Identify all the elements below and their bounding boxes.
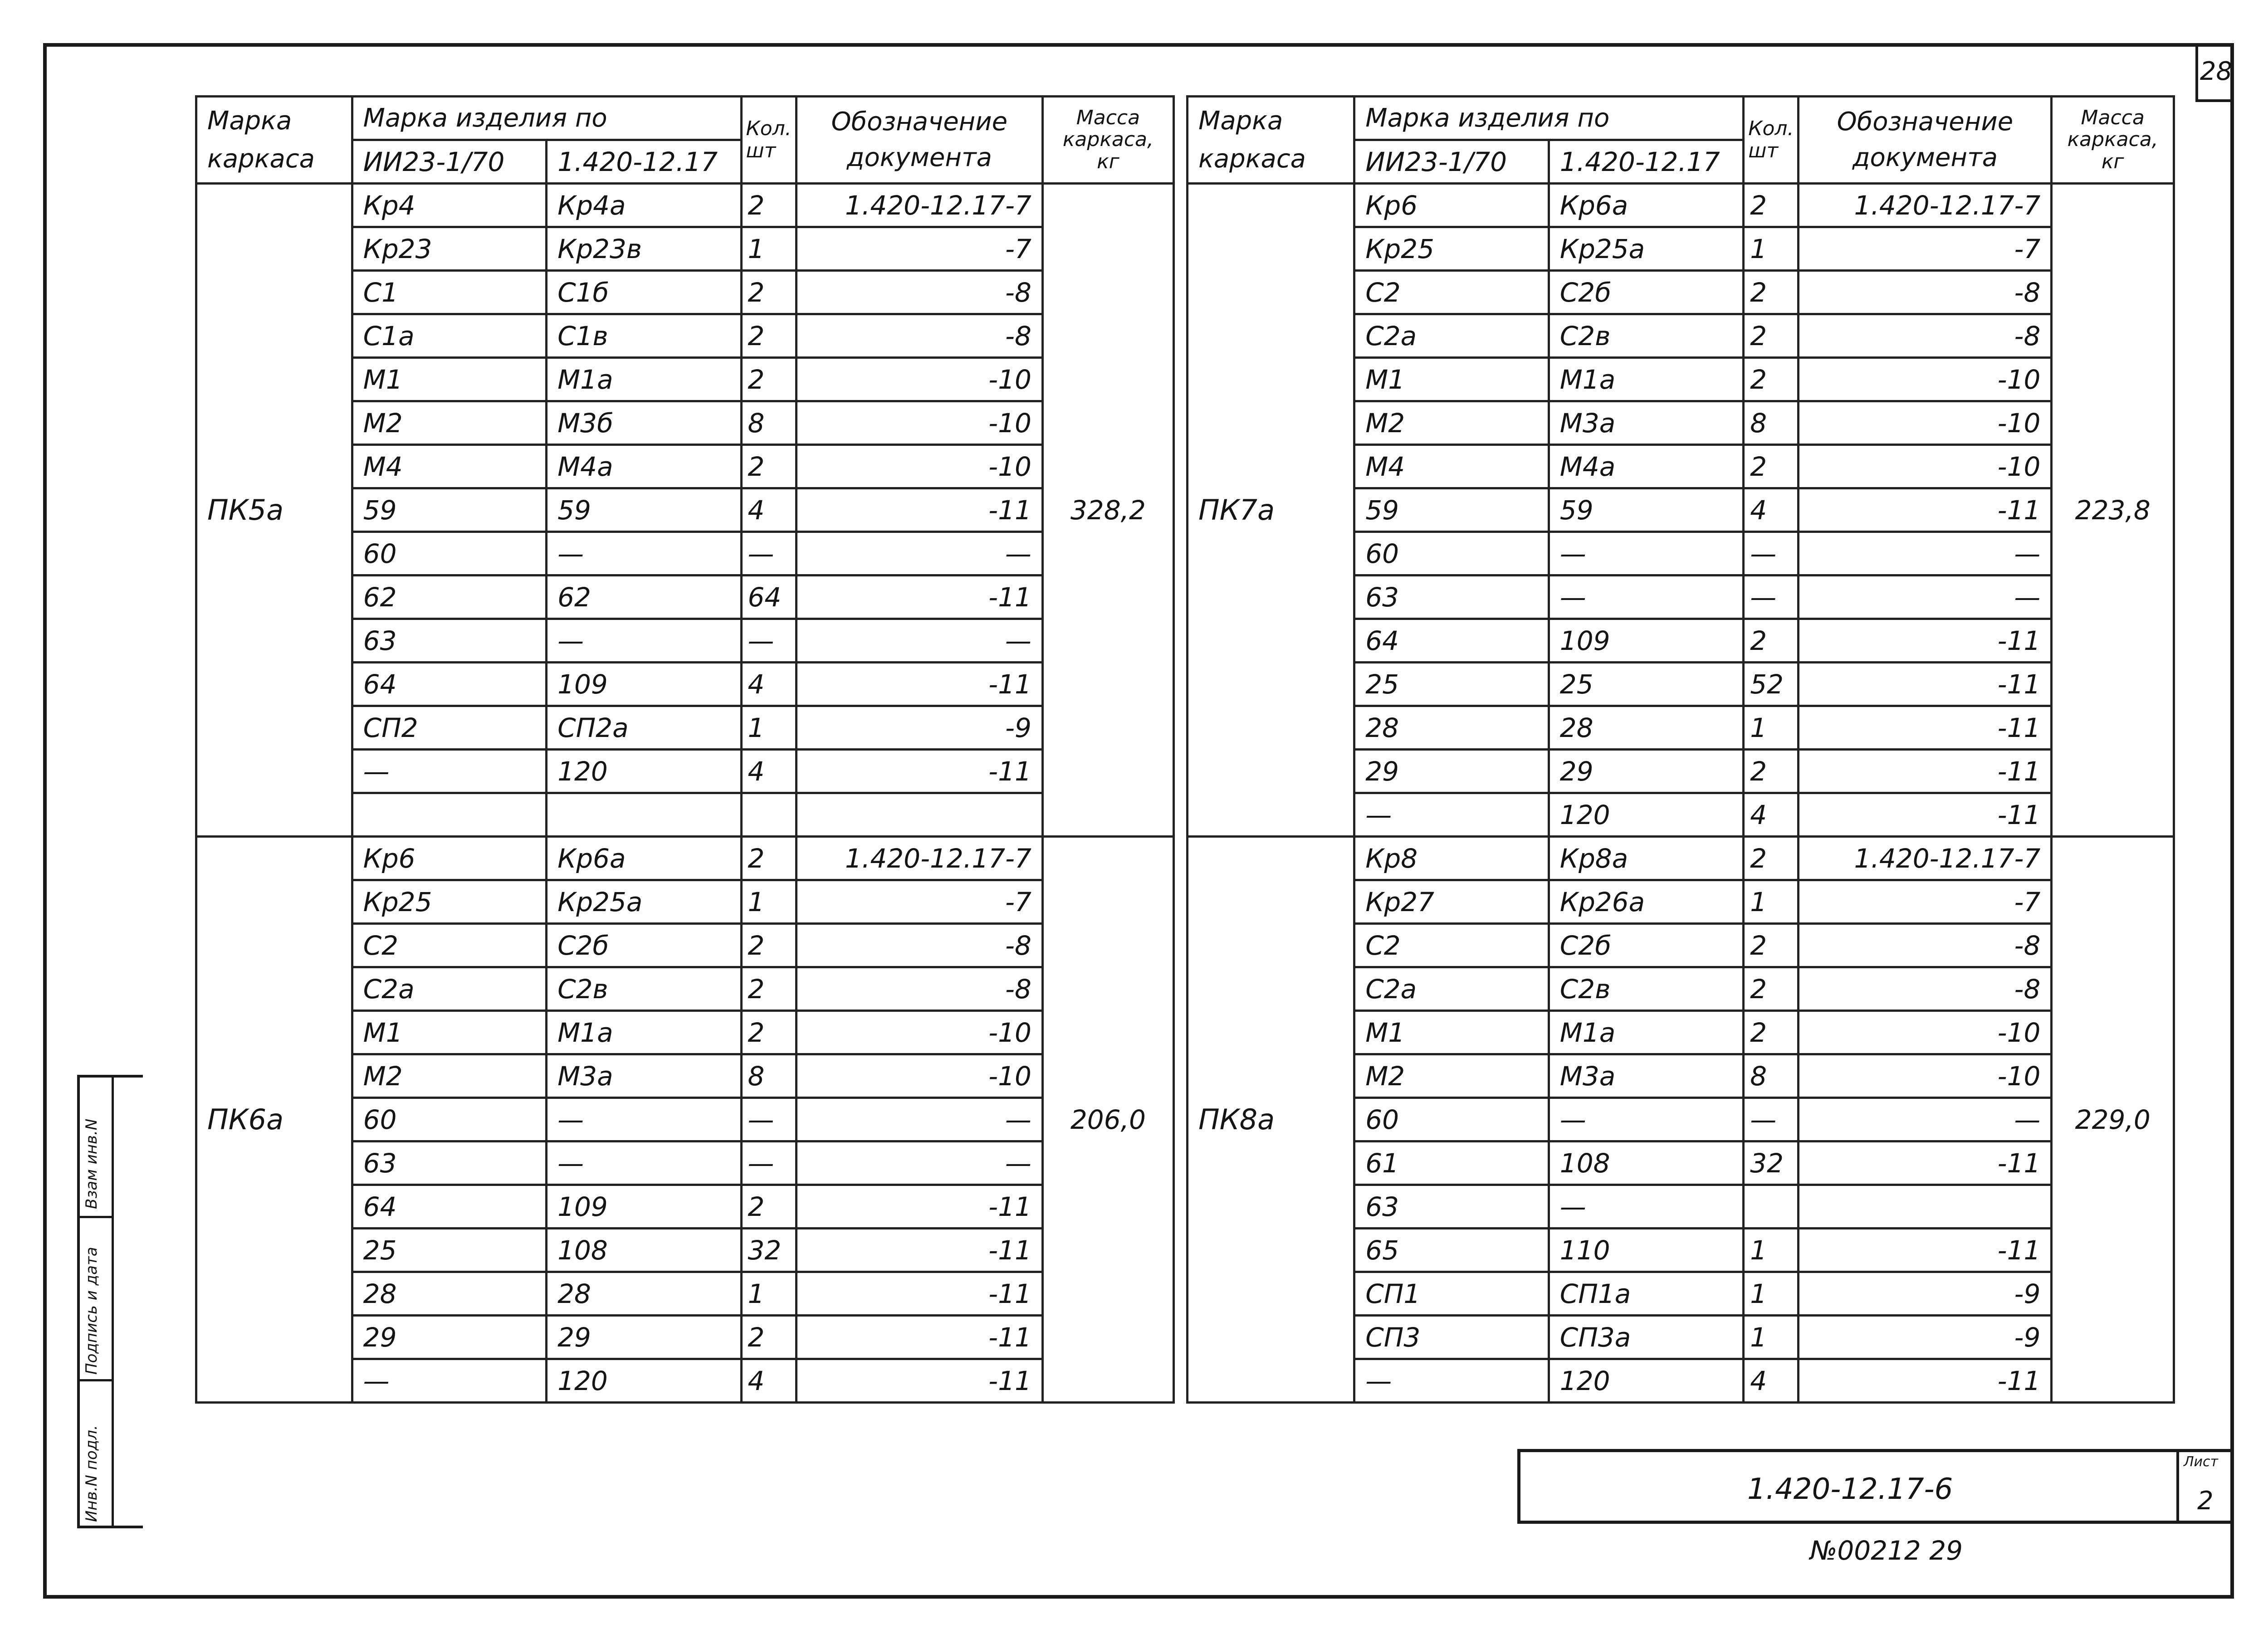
qty-cell: 2 bbox=[741, 967, 796, 1011]
item-mark-b-cell: С1б bbox=[547, 271, 741, 314]
doc-cell: -11 bbox=[1799, 1141, 2052, 1185]
side-cell-signature bbox=[80, 1218, 112, 1381]
title-block bbox=[1517, 1449, 2234, 1524]
doc-cell: -11 bbox=[1799, 488, 2052, 532]
doc-cell: — bbox=[796, 619, 1042, 663]
item-mark-b-cell: 110 bbox=[1549, 1229, 1743, 1272]
item-mark-b-cell: М1а bbox=[1549, 1011, 1743, 1054]
side-approval-strip bbox=[77, 1075, 143, 1528]
item-mark-b-cell: М1а bbox=[547, 1011, 741, 1054]
item-mark-a-cell: 28 bbox=[1354, 706, 1549, 750]
item-mark-a-cell: Кр6 bbox=[352, 837, 546, 880]
qty-cell: 32 bbox=[1744, 1141, 1799, 1185]
qty-cell: 2 bbox=[1744, 271, 1799, 314]
qty-cell: 1 bbox=[1744, 227, 1799, 271]
header-row bbox=[1188, 97, 2174, 140]
item-mark-a-cell: 64 bbox=[352, 1185, 546, 1229]
doc-cell: -11 bbox=[796, 1316, 1042, 1359]
item-mark-b-cell: М3б bbox=[547, 401, 741, 445]
item-mark-b-cell: М4а bbox=[1549, 445, 1743, 488]
item-mark-b-cell: — bbox=[547, 1098, 741, 1141]
item-mark-a-cell: СП1 bbox=[1354, 1272, 1549, 1316]
item-mark-b-cell: М3а bbox=[1549, 1054, 1743, 1098]
qty-cell: 1 bbox=[1744, 880, 1799, 924]
qty-cell: 4 bbox=[741, 1359, 796, 1403]
item-mark-b-cell: М1а bbox=[1549, 358, 1743, 401]
qty-cell: 2 bbox=[741, 445, 796, 488]
doc-cell: -8 bbox=[796, 314, 1042, 358]
doc-cell: -10 bbox=[796, 1054, 1042, 1098]
doc-cell: 1.420-12.17-7 bbox=[1799, 837, 2052, 880]
header-mark: Марка каркаса bbox=[196, 97, 352, 184]
item-mark-b-cell: С2б bbox=[547, 924, 741, 967]
item-mark-b-cell: С2в bbox=[1549, 314, 1743, 358]
item-mark-a-cell: М2 bbox=[1354, 401, 1549, 445]
sheet-number-top: 28 bbox=[2195, 43, 2234, 102]
item-mark-a-cell: 60 bbox=[1354, 1098, 1549, 1141]
qty-cell: 2 bbox=[1744, 619, 1799, 663]
item-mark-b-cell: М3а bbox=[1549, 401, 1743, 445]
header-col-a: ИИ23-1/70 bbox=[352, 140, 546, 184]
doc-cell: 1.420-12.17-7 bbox=[796, 184, 1042, 227]
item-mark-b-cell: 28 bbox=[547, 1272, 741, 1316]
item-mark-a-cell: Кр23 bbox=[352, 227, 546, 271]
item-mark-b-cell: Кр4а bbox=[547, 184, 741, 227]
item-mark-a-cell: С2а bbox=[352, 967, 546, 1011]
item-mark-b-cell: 120 bbox=[1549, 793, 1743, 837]
side-cell-inv-replace bbox=[80, 1078, 112, 1218]
doc-cell: -8 bbox=[1799, 967, 2052, 1011]
frame-mass-cell: 229,0 bbox=[2052, 837, 2174, 1403]
qty-cell: — bbox=[1744, 1098, 1799, 1141]
doc-cell: -11 bbox=[1799, 793, 2052, 837]
item-mark-a-cell: Кр25 bbox=[1354, 227, 1549, 271]
doc-cell bbox=[1799, 1185, 2052, 1229]
item-mark-a-cell: 63 bbox=[1354, 1185, 1549, 1229]
qty-cell: 2 bbox=[1744, 837, 1799, 880]
item-mark-a-cell bbox=[352, 793, 546, 837]
item-mark-a-cell: М4 bbox=[352, 445, 546, 488]
qty-cell: 52 bbox=[1744, 663, 1799, 706]
frame-mark-cell: ПК8а bbox=[1188, 837, 1354, 1403]
item-mark-a-cell: Кр25 bbox=[352, 880, 546, 924]
item-mark-b-cell: СП2а bbox=[547, 706, 741, 750]
header-qty: Кол. шт bbox=[1744, 97, 1799, 184]
item-mark-b-cell: Кр6а bbox=[547, 837, 741, 880]
doc-cell: — bbox=[796, 1141, 1042, 1185]
item-mark-a-cell: СП3 bbox=[1354, 1316, 1549, 1359]
item-mark-a-cell: 65 bbox=[1354, 1229, 1549, 1272]
doc-cell: -9 bbox=[1799, 1316, 2052, 1359]
item-mark-a-cell: М1 bbox=[352, 358, 546, 401]
item-mark-a-cell: — bbox=[352, 750, 546, 793]
item-mark-b-cell: 29 bbox=[547, 1316, 741, 1359]
header-mark: Марка каркаса bbox=[1188, 97, 1354, 184]
qty-cell: — bbox=[1744, 576, 1799, 619]
item-mark-b-cell: 29 bbox=[1549, 750, 1743, 793]
item-mark-b-cell: Кр25а bbox=[547, 880, 741, 924]
item-mark-b-cell: 108 bbox=[547, 1229, 741, 1272]
frame-mass-cell: 223,8 bbox=[2052, 184, 2174, 837]
left-spec-table bbox=[195, 95, 1175, 1404]
item-mark-a-cell: 25 bbox=[352, 1229, 546, 1272]
doc-cell: — bbox=[796, 1098, 1042, 1141]
qty-cell: 1 bbox=[741, 880, 796, 924]
frame-mass-cell: 206,0 bbox=[1042, 837, 1173, 1403]
item-mark-b-cell: С1в bbox=[547, 314, 741, 358]
header-product-mark: Марка изделия по bbox=[1354, 97, 1744, 140]
side-label-inv-original: Инв.N подл. bbox=[83, 1425, 101, 1522]
qty-cell: 4 bbox=[1744, 488, 1799, 532]
qty-cell: 2 bbox=[1744, 750, 1799, 793]
frame-mass-cell: 328,2 bbox=[1042, 184, 1173, 837]
doc-cell: -11 bbox=[1799, 1229, 2052, 1272]
doc-cell: -11 bbox=[796, 663, 1042, 706]
item-mark-b-cell: Кр23в bbox=[547, 227, 741, 271]
item-mark-b-cell: М1а bbox=[547, 358, 741, 401]
item-mark-b-cell: 25 bbox=[1549, 663, 1743, 706]
sheet-number: 2 bbox=[2197, 1486, 2214, 1516]
item-mark-b-cell: — bbox=[547, 619, 741, 663]
doc-cell: — bbox=[1799, 532, 2052, 576]
header-product-mark: Марка изделия по bbox=[352, 97, 741, 140]
qty-cell: 8 bbox=[741, 1054, 796, 1098]
frame-mark-cell: ПК7а bbox=[1188, 184, 1354, 837]
item-mark-a-cell: М2 bbox=[1354, 1054, 1549, 1098]
header-row bbox=[196, 97, 1174, 140]
qty-cell bbox=[741, 793, 796, 837]
item-mark-b-cell: 59 bbox=[547, 488, 741, 532]
item-mark-a-cell: 60 bbox=[352, 1098, 546, 1141]
qty-cell: 2 bbox=[1744, 314, 1799, 358]
doc-cell: -11 bbox=[796, 1185, 1042, 1229]
item-mark-a-cell: М2 bbox=[352, 1054, 546, 1098]
item-mark-b-cell: 62 bbox=[547, 576, 741, 619]
doc-cell: -10 bbox=[796, 358, 1042, 401]
header-mass: Масса каркаса, кг bbox=[1042, 97, 1173, 184]
doc-cell bbox=[796, 793, 1042, 837]
item-mark-b-cell: С2б bbox=[1549, 924, 1743, 967]
item-mark-a-cell: 63 bbox=[1354, 576, 1549, 619]
doc-cell: -9 bbox=[796, 706, 1042, 750]
doc-cell: -11 bbox=[1799, 706, 2052, 750]
item-mark-a-cell: 62 bbox=[352, 576, 546, 619]
qty-cell: 2 bbox=[1744, 358, 1799, 401]
header-col-b: 1.420-12.17 bbox=[1549, 140, 1743, 184]
qty-cell: 8 bbox=[1744, 401, 1799, 445]
side-label-inv-replace: Взам инв.N bbox=[83, 1118, 101, 1209]
table-row bbox=[1188, 837, 2174, 880]
qty-cell: 4 bbox=[741, 488, 796, 532]
doc-cell: -10 bbox=[796, 401, 1042, 445]
item-mark-a-cell: 28 bbox=[352, 1272, 546, 1316]
table-row bbox=[196, 184, 1174, 227]
doc-cell: -7 bbox=[1799, 880, 2052, 924]
item-mark-b-cell: 28 bbox=[1549, 706, 1743, 750]
doc-cell: -11 bbox=[796, 750, 1042, 793]
qty-cell: 1 bbox=[1744, 1272, 1799, 1316]
item-mark-a-cell: С2а bbox=[1354, 314, 1549, 358]
item-mark-a-cell: 59 bbox=[1354, 488, 1549, 532]
item-mark-a-cell: М4 bbox=[1354, 445, 1549, 488]
doc-cell: 1.420-12.17-7 bbox=[1799, 184, 2052, 227]
doc-cell: — bbox=[1799, 576, 2052, 619]
item-mark-a-cell: — bbox=[352, 1359, 546, 1403]
item-mark-a-cell: Кр27 bbox=[1354, 880, 1549, 924]
item-mark-b-cell: — bbox=[1549, 576, 1743, 619]
qty-cell: 64 bbox=[741, 576, 796, 619]
item-mark-a-cell: — bbox=[1354, 1359, 1549, 1403]
table-row bbox=[196, 837, 1174, 880]
doc-cell: -11 bbox=[1799, 750, 2052, 793]
item-mark-b-cell: С2в bbox=[1549, 967, 1743, 1011]
doc-cell: -11 bbox=[796, 576, 1042, 619]
doc-cell: 1.420-12.17-7 bbox=[796, 837, 1042, 880]
right-spec-table bbox=[1186, 95, 2175, 1404]
item-mark-b-cell: — bbox=[547, 1141, 741, 1185]
item-mark-b-cell: 109 bbox=[547, 1185, 741, 1229]
doc-cell: — bbox=[796, 532, 1042, 576]
qty-cell: 2 bbox=[1744, 445, 1799, 488]
doc-cell: -8 bbox=[796, 271, 1042, 314]
sheet-box bbox=[2176, 1452, 2231, 1521]
doc-cell: -7 bbox=[1799, 227, 2052, 271]
item-mark-b-cell: 108 bbox=[1549, 1141, 1743, 1185]
qty-cell: 1 bbox=[741, 706, 796, 750]
archive-stamp: №00212 29 bbox=[1810, 1535, 1963, 1566]
item-mark-a-cell: 59 bbox=[352, 488, 546, 532]
item-mark-b-cell: — bbox=[1549, 1098, 1743, 1141]
doc-cell: -11 bbox=[796, 1359, 1042, 1403]
item-mark-a-cell: С2 bbox=[1354, 271, 1549, 314]
header-doc: Обозначение документа bbox=[796, 97, 1042, 184]
item-mark-a-cell: 25 bbox=[1354, 663, 1549, 706]
side-label-signature: Подпись и дата bbox=[83, 1247, 101, 1375]
qty-cell: — bbox=[741, 1141, 796, 1185]
item-mark-a-cell: — bbox=[1354, 793, 1549, 837]
qty-cell: 2 bbox=[741, 271, 796, 314]
item-mark-a-cell: М1 bbox=[1354, 358, 1549, 401]
item-mark-a-cell: СП2 bbox=[352, 706, 546, 750]
doc-cell: -8 bbox=[1799, 271, 2052, 314]
doc-cell: -11 bbox=[796, 488, 1042, 532]
item-mark-b-cell bbox=[547, 793, 741, 837]
doc-cell: -11 bbox=[1799, 1359, 2052, 1403]
qty-cell: 2 bbox=[741, 314, 796, 358]
qty-cell: 2 bbox=[741, 184, 796, 227]
item-mark-a-cell: Кр4 bbox=[352, 184, 546, 227]
doc-cell: -10 bbox=[796, 1011, 1042, 1054]
qty-cell: 2 bbox=[1744, 1011, 1799, 1054]
qty-cell: 2 bbox=[1744, 924, 1799, 967]
item-mark-a-cell: С1а bbox=[352, 314, 546, 358]
qty-cell: — bbox=[741, 619, 796, 663]
qty-cell: 2 bbox=[741, 358, 796, 401]
doc-cell: -10 bbox=[1799, 401, 2052, 445]
qty-cell: 1 bbox=[741, 227, 796, 271]
qty-cell: — bbox=[741, 532, 796, 576]
item-mark-b-cell: СП3а bbox=[1549, 1316, 1743, 1359]
item-mark-a-cell: Кр8 bbox=[1354, 837, 1549, 880]
qty-cell: 2 bbox=[741, 1316, 796, 1359]
item-mark-a-cell: 60 bbox=[352, 532, 546, 576]
qty-cell: 2 bbox=[1744, 967, 1799, 1011]
item-mark-b-cell: 109 bbox=[547, 663, 741, 706]
qty-cell: 4 bbox=[741, 663, 796, 706]
qty-cell: 2 bbox=[741, 924, 796, 967]
item-mark-a-cell: С2 bbox=[1354, 924, 1549, 967]
item-mark-b-cell: Кр26а bbox=[1549, 880, 1743, 924]
item-mark-b-cell: С2в bbox=[547, 967, 741, 1011]
item-mark-a-cell: С2 bbox=[352, 924, 546, 967]
item-mark-a-cell: 64 bbox=[1354, 619, 1549, 663]
doc-cell: -8 bbox=[1799, 924, 2052, 967]
item-mark-a-cell: М2 bbox=[352, 401, 546, 445]
side-strip-divider bbox=[112, 1078, 114, 1526]
header-doc: Обозначение документа bbox=[1799, 97, 2052, 184]
qty-cell: 4 bbox=[741, 750, 796, 793]
item-mark-a-cell: 63 bbox=[352, 619, 546, 663]
item-mark-a-cell: 64 bbox=[352, 663, 546, 706]
doc-cell: -11 bbox=[1799, 663, 2052, 706]
qty-cell: — bbox=[741, 1098, 796, 1141]
item-mark-b-cell: 120 bbox=[547, 750, 741, 793]
doc-cell: -9 bbox=[1799, 1272, 2052, 1316]
item-mark-a-cell: С2а bbox=[1354, 967, 1549, 1011]
qty-cell: 4 bbox=[1744, 1359, 1799, 1403]
item-mark-a-cell: 63 bbox=[352, 1141, 546, 1185]
qty-cell: — bbox=[1744, 532, 1799, 576]
sheet-label: Лист bbox=[2184, 1454, 2219, 1470]
side-cell-inv-original bbox=[80, 1381, 112, 1528]
item-mark-a-cell: М1 bbox=[1354, 1011, 1549, 1054]
item-mark-b-cell: Кр6а bbox=[1549, 184, 1743, 227]
header-col-b: 1.420-12.17 bbox=[547, 140, 741, 184]
qty-cell: 32 bbox=[741, 1229, 796, 1272]
item-mark-a-cell: М1 bbox=[352, 1011, 546, 1054]
qty-cell: 8 bbox=[1744, 1054, 1799, 1098]
doc-cell: -10 bbox=[1799, 358, 2052, 401]
item-mark-b-cell: СП1а bbox=[1549, 1272, 1743, 1316]
qty-cell: 1 bbox=[1744, 706, 1799, 750]
doc-cell: -7 bbox=[796, 880, 1042, 924]
item-mark-b-cell: С2б bbox=[1549, 271, 1743, 314]
qty-cell: 2 bbox=[741, 1011, 796, 1054]
qty-cell: 1 bbox=[741, 1272, 796, 1316]
item-mark-b-cell: 120 bbox=[547, 1359, 741, 1403]
qty-cell bbox=[1744, 1185, 1799, 1229]
doc-cell: -8 bbox=[796, 967, 1042, 1011]
doc-cell: -10 bbox=[796, 445, 1042, 488]
doc-cell: -11 bbox=[1799, 619, 2052, 663]
frame-mark-cell: ПК5а bbox=[196, 184, 352, 837]
table-row bbox=[1188, 184, 2174, 227]
item-mark-b-cell: 59 bbox=[1549, 488, 1743, 532]
doc-cell: -10 bbox=[1799, 445, 2052, 488]
doc-cell: -10 bbox=[1799, 1011, 2052, 1054]
frame-mark-cell: ПК6а bbox=[196, 837, 352, 1403]
doc-cell: -8 bbox=[796, 924, 1042, 967]
item-mark-a-cell: 29 bbox=[1354, 750, 1549, 793]
document-code: 1.420-12.17-6 bbox=[1747, 1473, 1953, 1506]
qty-cell: 2 bbox=[1744, 184, 1799, 227]
doc-cell: -7 bbox=[796, 227, 1042, 271]
item-mark-b-cell: — bbox=[547, 532, 741, 576]
doc-cell: -10 bbox=[1799, 1054, 2052, 1098]
item-mark-b-cell: М3а bbox=[547, 1054, 741, 1098]
item-mark-a-cell: 60 bbox=[1354, 532, 1549, 576]
qty-cell: 2 bbox=[741, 837, 796, 880]
header-qty: Кол. шт bbox=[741, 97, 796, 184]
item-mark-b-cell: — bbox=[1549, 532, 1743, 576]
header-mass: Масса каркаса, кг bbox=[2052, 97, 2174, 184]
doc-cell: -11 bbox=[796, 1272, 1042, 1316]
item-mark-b-cell: 120 bbox=[1549, 1359, 1743, 1403]
qty-cell: 1 bbox=[1744, 1316, 1799, 1359]
doc-cell: — bbox=[1799, 1098, 2052, 1141]
item-mark-b-cell: Кр25а bbox=[1549, 227, 1743, 271]
qty-cell: 8 bbox=[741, 401, 796, 445]
qty-cell: 1 bbox=[1744, 1229, 1799, 1272]
item-mark-a-cell: 29 bbox=[352, 1316, 546, 1359]
doc-cell: -8 bbox=[1799, 314, 2052, 358]
item-mark-a-cell: Кр6 bbox=[1354, 184, 1549, 227]
item-mark-b-cell: Кр8а bbox=[1549, 837, 1743, 880]
item-mark-a-cell: 61 bbox=[1354, 1141, 1549, 1185]
item-mark-b-cell: М4а bbox=[547, 445, 741, 488]
item-mark-b-cell: — bbox=[1549, 1185, 1743, 1229]
item-mark-a-cell: С1 bbox=[352, 271, 546, 314]
item-mark-b-cell: 109 bbox=[1549, 619, 1743, 663]
qty-cell: 2 bbox=[741, 1185, 796, 1229]
doc-cell: -11 bbox=[796, 1229, 1042, 1272]
qty-cell: 4 bbox=[1744, 793, 1799, 837]
header-col-a: ИИ23-1/70 bbox=[1354, 140, 1549, 184]
